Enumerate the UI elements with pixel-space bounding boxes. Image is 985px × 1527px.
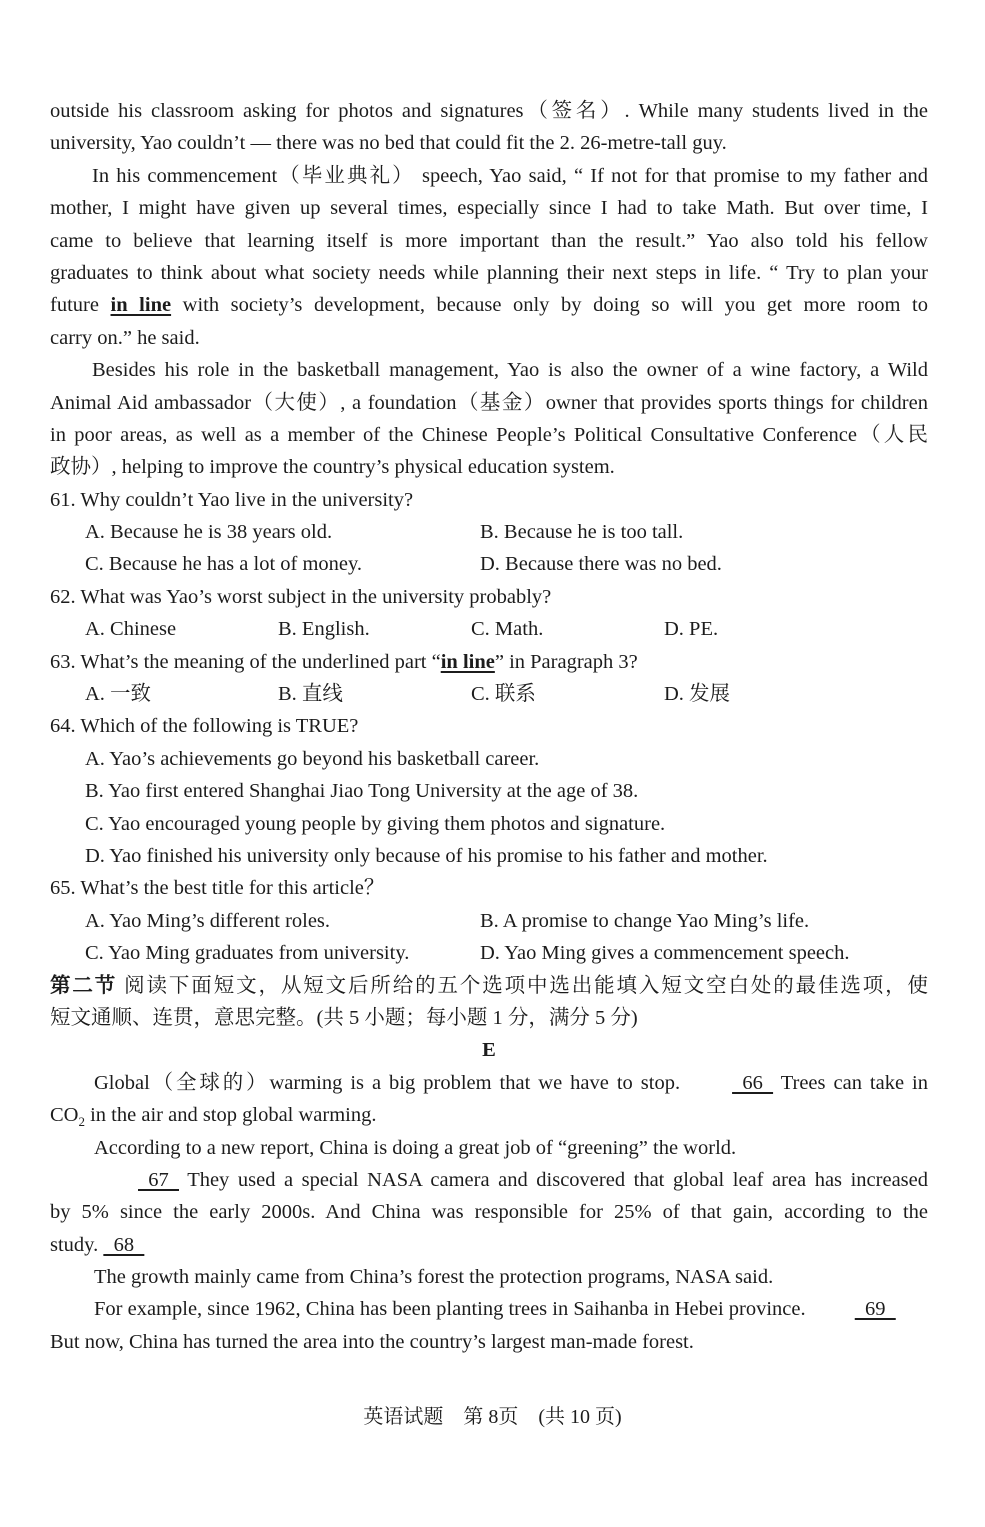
passage-text-line xyxy=(50,1229,928,1261)
passage-text-line xyxy=(50,1099,928,1131)
text-span: For example, since 1962, China has been planting trees in Saihanba in Hebei province. xyxy=(94,1298,811,1321)
text-span: with society’s development, because only by doing so will you get more room to xyxy=(171,294,928,317)
passage-text-line: carry on.” he said. xyxy=(50,326,200,349)
option-b: B. 直线 xyxy=(278,683,343,706)
text-span: 阅读下面短文，从短文后所给的五个选项中选出能填入短文空白处的最佳选项，使 xyxy=(117,974,929,997)
option-b: B. A promise to change Yao Ming’s life. xyxy=(480,909,810,932)
passage-text-line: The growth mainly came from China’s forest the protection programs, NASA said. xyxy=(94,1266,774,1289)
question-stem: 62. What was Yao’s worst subject in the university probably? xyxy=(50,585,552,608)
text-span: CO xyxy=(50,1104,79,1127)
passage-text-line: In his commencement（毕业典礼） speech, Yao said, “ If not for that promise to my father and xyxy=(92,164,928,187)
option-row xyxy=(50,905,928,937)
passage-text-line: But now, China has turned the area into the country’s largest man-made forest. xyxy=(50,1330,694,1353)
section-instruction: 短文通顺、连贯，意思完整。(共 5 小题；每小题 1 分，满分 5 分) xyxy=(50,1006,638,1029)
option-row xyxy=(50,678,928,710)
passage-text-line: in poor areas, as well as a member of the Chinese People’s Political Consultative Conference（人民 xyxy=(50,423,928,446)
passage-text-line: outside his classroom asking for photos and signatures（签名）. While many students lived in the xyxy=(50,100,928,122)
option-a: A. 一致 xyxy=(85,683,152,706)
passage-text-line: 政协）, helping to improve the country’s physical education system. xyxy=(50,456,615,479)
passage-text-line: university, Yao couldn’t — there was no bed that could fit the 2. 26-metre-tall guy. xyxy=(50,132,727,155)
text-span: in the air and stop global warming. xyxy=(84,1104,377,1127)
option-row xyxy=(50,613,928,645)
option-c: C. Math. xyxy=(471,618,544,641)
text-span: 63. What’s the meaning of the underlined part “ xyxy=(50,650,441,673)
option-a: A. Because he is 38 years old. xyxy=(85,521,333,544)
option-b: B. Yao first entered Shanghai Jiao Tong University at the age of 38. xyxy=(85,780,639,803)
question-stem xyxy=(50,646,928,678)
passage-text-line: Besides his role in the basketball management, Yao is also the owner of a wine factory, a Wild xyxy=(92,359,928,382)
text-span: study. xyxy=(50,1233,104,1256)
passage-text-line: mother, I might have given up several times, especially since I had to take Math. But over time, I xyxy=(50,197,928,220)
passage-text-line: by 5% since the early 2000s. And China was responsible for 25% of that gain, according to the xyxy=(50,1201,928,1224)
blank-66: 66 xyxy=(732,1071,774,1094)
option-c: C. Because he has a lot of money. xyxy=(85,553,363,576)
option-row xyxy=(50,548,928,580)
blank-69: 69 xyxy=(854,1298,896,1321)
section-heading: 第二节 xyxy=(50,974,118,997)
option-d: D. 发展 xyxy=(664,683,731,706)
passage-text-line: According to a new report, China is doing a great job of “greening” the world. xyxy=(94,1136,737,1159)
underlined-phrase: in line xyxy=(440,650,495,673)
option-b: B. English. xyxy=(278,618,370,641)
option-row xyxy=(50,516,928,548)
text-span: ” in Paragraph 3? xyxy=(494,650,638,673)
passage-text-line xyxy=(50,1067,928,1099)
option-d: D. PE. xyxy=(664,618,719,641)
underlined-phrase: in line xyxy=(110,294,172,317)
blank-68: 68 xyxy=(103,1233,145,1256)
passage-text-line: came to believe that learning itself is more important than the result.” Yao also told his fellow xyxy=(50,229,928,252)
text-span: Trees can take in xyxy=(780,1071,929,1094)
option-a: A. Chinese xyxy=(85,618,177,641)
passage-text-line: Animal Aid ambassador（大使）, a foundation（基金）owner that provides sports things for children xyxy=(50,391,928,414)
passage-title: E xyxy=(482,1039,496,1062)
question-stem: 61. Why couldn’t Yao live in the university? xyxy=(50,488,414,511)
option-d: D. Yao finished his university only because of his promise to his father and mother. xyxy=(85,844,768,867)
option-c: C. Yao Ming graduates from university. xyxy=(85,942,410,965)
question-stem: 65. What’s the best title for this article？ xyxy=(50,877,385,900)
blank-67: 67 xyxy=(138,1168,179,1191)
option-a: A. Yao Ming’s different roles. xyxy=(85,909,331,932)
option-c: C. Yao encouraged young people by giving them photos and signature. xyxy=(85,812,666,835)
text-span: Global（全球的）warming is a big problem that we have to stop. xyxy=(94,1071,681,1094)
question-stem: 64. Which of the following is TRUE? xyxy=(50,715,359,738)
page-footer: 英语试题 第 8页 (共 10 页) xyxy=(363,1406,622,1428)
passage-d xyxy=(50,95,928,1358)
passage-text-line xyxy=(50,289,928,321)
passage-text-line xyxy=(50,1293,928,1325)
section-instruction xyxy=(50,970,928,1002)
option-row xyxy=(50,937,928,969)
text-span: They used a special NASA camera and discovered that global leaf area has increased xyxy=(179,1168,928,1191)
option-c: C. 联系 xyxy=(471,683,536,706)
option-d: D. Yao Ming gives a commencement speech. xyxy=(480,942,850,965)
option-d: D. Because there was no bed. xyxy=(480,553,722,576)
option-b: B. Because he is too tall. xyxy=(480,521,684,544)
option-a: A. Yao’s achievements go beyond his basketball career. xyxy=(85,747,540,770)
text-span: future xyxy=(50,294,111,317)
passage-text-line xyxy=(50,1164,928,1196)
subscript: 2 xyxy=(78,1114,85,1130)
passage-text-line: graduates to think about what society needs while planning their next steps in life. “ Try to plan your xyxy=(50,261,928,284)
